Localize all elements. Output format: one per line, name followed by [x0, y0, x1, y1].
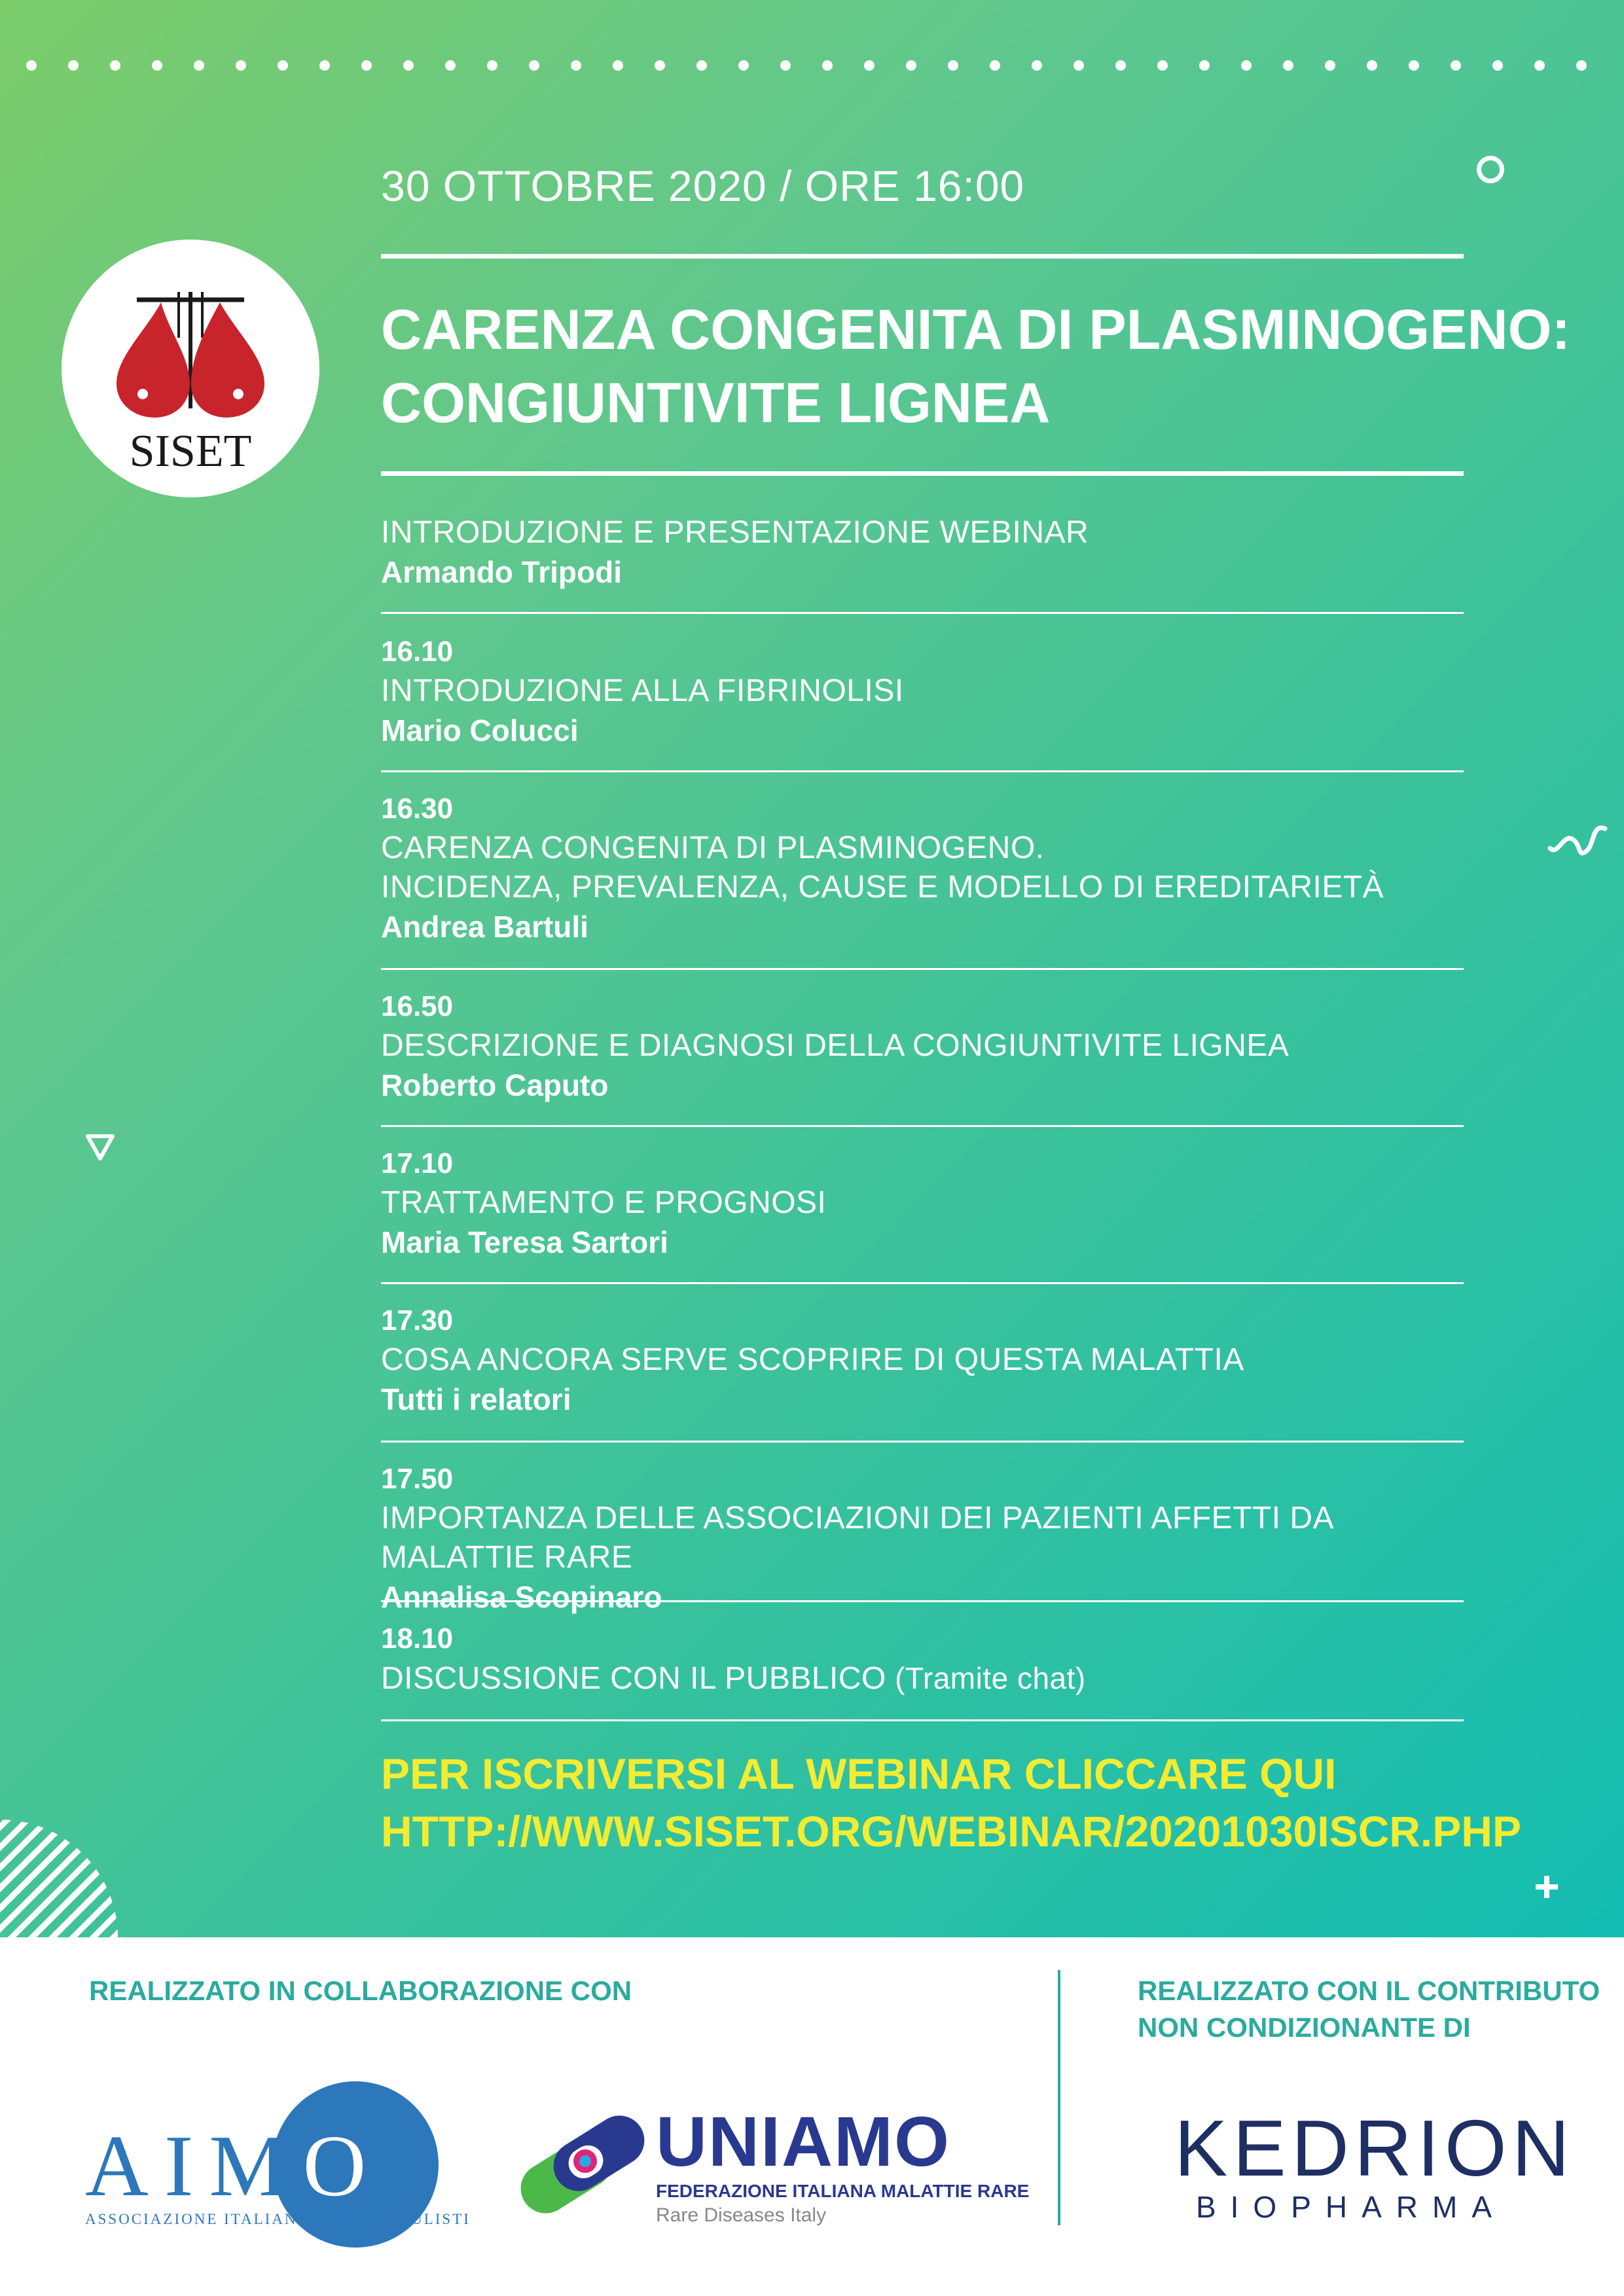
program-item	[381, 513, 1464, 614]
dot-decoration	[780, 60, 791, 71]
session-topic: COSA ANCORA SERVE SCOPRIRE DI QUESTA MALATTIA	[381, 1342, 1244, 1377]
uniamo-logo-text: UNIAMO	[656, 2102, 950, 2181]
program-item	[381, 632, 1464, 772]
session-speaker: Andrea Bartuli	[381, 910, 588, 944]
dot-decoration	[236, 60, 246, 71]
dot-decoration	[1451, 60, 1461, 71]
dot-decoration	[1534, 60, 1545, 71]
uniamo-tagline: Rare Diseases Italy	[656, 2204, 827, 2226]
session-topic: DESCRIZIONE E DIAGNOSI DELLA CONGIUNTIVITE LIGNEA	[381, 1028, 1290, 1063]
contribution-label-line-1: REALIZZATO CON IL CONTRIBUTO	[1138, 1975, 1600, 2006]
collaboration-label: REALIZZATO IN COLLABORAZIONE CON	[89, 1975, 632, 2006]
dot-decoration	[906, 60, 916, 71]
registration-cta	[381, 1745, 1521, 1860]
dot-decoration	[696, 60, 707, 71]
uniamo-link-icon	[511, 2102, 655, 2233]
session-topic-line-2: INCIDENZA, PREVALENZA, CAUSE E MODELLO DI EREDITARIETÀ	[381, 870, 1384, 905]
session-topic: CARENZA CONGENITA DI PLASMINOGENO.	[381, 831, 1045, 865]
contribution-label	[1138, 1973, 1600, 2046]
dot-decoration	[613, 60, 623, 71]
session-note: (Tramite chat)	[886, 1661, 1086, 1695]
siset-logo	[62, 240, 319, 497]
dot-decoration	[194, 60, 204, 71]
dot-decoration	[1199, 60, 1210, 71]
kedrion-logo	[1174, 2104, 1575, 2233]
program-item	[381, 1301, 1464, 1443]
dot-decoration	[319, 60, 330, 71]
session-topic: INTRODUZIONE E PRESENTAZIONE WEBINAR	[381, 515, 1089, 550]
event-date: 30 OTTOBRE 2020 / ORE 16:00	[381, 162, 1025, 210]
dot-decoration	[1241, 60, 1252, 71]
hatch-decoration	[0, 1820, 118, 1937]
triangle-decoration-icon	[84, 1132, 117, 1162]
dot-decoration	[1283, 60, 1293, 71]
session-topic-text: DISCUSSIONE CON IL PUBBLICO	[381, 1661, 886, 1696]
dot-decoration	[571, 60, 581, 71]
session-time: 17.30	[381, 1304, 454, 1336]
program-item	[381, 1144, 1464, 1284]
dot-decoration	[1115, 60, 1126, 71]
dot-decoration	[655, 60, 665, 71]
uniamo-subtitle: FEDERAZIONE ITALIANA MALATTIE RARE	[656, 2181, 1030, 2201]
program-item	[381, 987, 1464, 1127]
dot-decoration	[990, 60, 1000, 71]
session-time: 17.10	[381, 1147, 454, 1179]
dot-decoration	[864, 60, 875, 71]
session-speaker: Tutti i relatori	[381, 1382, 571, 1416]
plus-decoration-icon	[1532, 1872, 1562, 1902]
divider	[381, 471, 1464, 476]
dot-decoration	[1157, 60, 1168, 71]
footer-divider	[1058, 1970, 1060, 2225]
aimo-letter: I	[164, 2117, 209, 2214]
dot-decoration	[822, 60, 833, 71]
kedrion-subtitle: BIOPHARMA	[1195, 2190, 1507, 2224]
divider	[381, 254, 1464, 259]
dot-decoration	[361, 60, 372, 71]
dotted-border-decoration	[26, 60, 1610, 80]
dot-decoration	[738, 60, 749, 71]
dot-decoration	[278, 60, 288, 71]
event-title	[381, 293, 1570, 440]
uniamo-logo	[511, 2102, 1030, 2233]
ring-decoration-icon	[1477, 156, 1504, 183]
session-topic: TRATTAMENTO E PROGNOSI	[381, 1185, 827, 1220]
dot-decoration	[445, 60, 456, 71]
dot-decoration	[403, 60, 414, 71]
session-time: 16.10	[381, 636, 454, 668]
aimo-letter: A	[85, 2117, 164, 2214]
session-topic: IMPORTANZA DELLE ASSOCIAZIONI DEI PAZIENTI AFFETTI DA MALATTIE RARE	[381, 1501, 1333, 1575]
title-line-2: CONGIUNTIVITE LIGNEA	[381, 372, 1051, 435]
dot-decoration	[26, 60, 37, 71]
dot-decoration	[487, 60, 497, 71]
title-line-1: CARENZA CONGENITA DI PLASMINOGENO:	[381, 298, 1571, 361]
program-item	[381, 789, 1464, 970]
squiggle-decoration-icon	[1546, 810, 1609, 863]
dot-decoration	[1492, 60, 1503, 71]
session-speaker: Annalisa Scopinaro	[381, 1580, 662, 1614]
session-speaker: Mario Colucci	[381, 713, 579, 747]
dot-decoration	[1074, 60, 1084, 71]
aimo-letter: M	[209, 2117, 303, 2214]
session-time: 16.30	[381, 793, 454, 825]
dot-decoration	[68, 60, 79, 71]
dot-decoration	[1576, 60, 1587, 71]
session-topic	[381, 1659, 1464, 1698]
aimo-subtitle: ASSOCIAZIONE ITALIANA MEDICI OCULISTI	[85, 2211, 471, 2227]
dot-decoration	[152, 60, 162, 71]
session-time: 18.10	[381, 1623, 454, 1655]
session-speaker: Armando Tripodi	[381, 555, 622, 589]
session-topic: INTRODUZIONE ALLA FIBRINOLISI	[381, 673, 904, 708]
aimo-logo-text	[85, 2115, 382, 2216]
dot-decoration	[1409, 60, 1419, 71]
dot-decoration	[948, 60, 958, 71]
dot-decoration	[1032, 60, 1042, 71]
program-item	[381, 1460, 1464, 1614]
kedrion-logo-text: KEDRION	[1174, 2104, 1575, 2193]
sponsors-footer	[0, 1937, 1624, 2296]
cta-text: PER ISCRIVERSI AL WEBINAR CLICCARE QUI	[381, 1749, 1337, 1798]
session-time: 16.50	[381, 990, 454, 1022]
program-item	[381, 1619, 1464, 1721]
session-speaker: Maria Teresa Sartori	[381, 1225, 668, 1259]
registration-link[interactable]: HTTP://WWW.SISET.ORG/WEBINAR/20201030ISCR.PHP	[381, 1807, 1521, 1856]
dot-decoration	[529, 60, 539, 71]
siset-logo-text: SISET	[129, 426, 252, 476]
dot-decoration	[1325, 60, 1335, 71]
session-speaker: Roberto Caputo	[381, 1068, 609, 1102]
aimo-letter: O	[302, 2117, 382, 2214]
dot-decoration	[1367, 60, 1377, 71]
session-time: 17.50	[381, 1463, 454, 1495]
dot-decoration	[110, 60, 120, 71]
aimo-logo	[85, 2081, 471, 2251]
siset-scale-icon	[62, 240, 319, 497]
contribution-label-line-2: NON CONDIZIONANTE DI	[1138, 2012, 1471, 2043]
